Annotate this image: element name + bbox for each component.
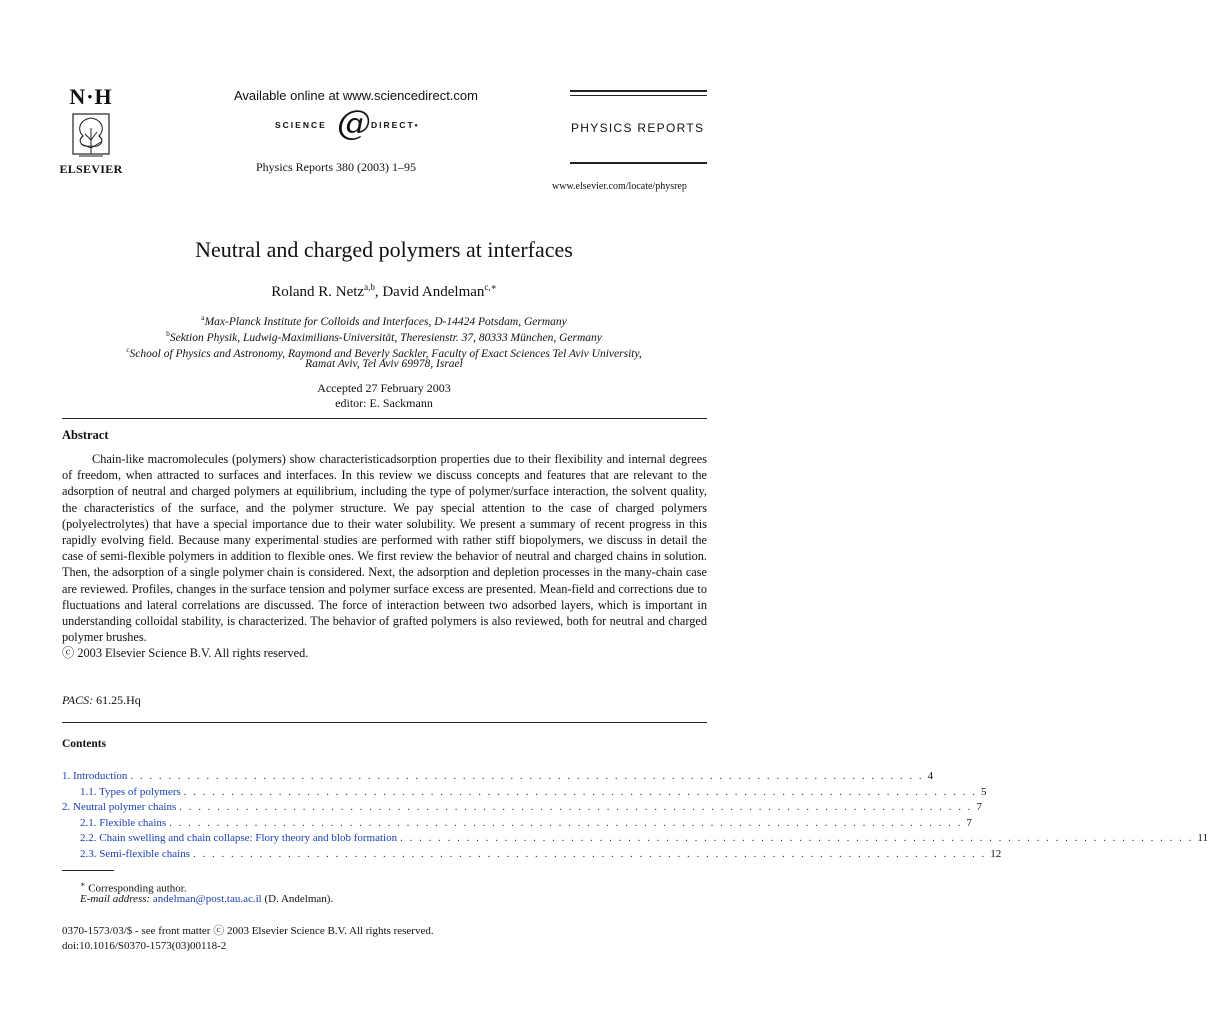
author-list [0, 282, 768, 301]
acceptance-info [0, 381, 768, 411]
journal-reference: Physics Reports 380 (2003) 1–95 [256, 160, 416, 174]
journal-rule-top-thin [570, 95, 707, 96]
toc-item[interactable] [62, 769, 934, 785]
pacs-label: PACS: [62, 693, 94, 707]
affiliation-mark: a [201, 313, 205, 322]
footnote-star: ∗ [80, 880, 86, 889]
toc-item[interactable] [62, 831, 1208, 847]
toc-link[interactable]: 2.2. Chain swelling and chain collapse: Flory theory and blob formation [80, 832, 398, 844]
sd-at-icon: @ [337, 103, 371, 143]
toc-link[interactable]: 2. Neutral polymer chains [62, 801, 177, 813]
toc-page: 12 [990, 847, 1002, 860]
footnote-rule [62, 870, 114, 871]
editor-line: editor: E. Sackmann [335, 396, 433, 410]
author-separator: , [374, 284, 383, 300]
sd-left-text: SCIENCE [275, 120, 327, 130]
journal-rule-bottom [570, 162, 707, 164]
affiliation-c-cont [60, 357, 708, 373]
divider-top [62, 418, 707, 419]
contents-heading: Contents [62, 738, 107, 750]
sd-right-text: DIRECT• [371, 120, 420, 130]
toc-leader: . . . . . . . . . . . . . . . . . . . . . . . . . . . . . . . . . . . . . . . . . . . . . . . . . . . . . . . . . . . . . . . . . . . . . . . . . . . . . . . . . . . . [183, 785, 978, 798]
toc-link[interactable]: 1. Introduction [62, 770, 128, 782]
toc-page: 4 [927, 770, 934, 782]
pacs-value: 61.25.Hq [96, 693, 141, 707]
journal-rule-top [570, 90, 707, 92]
publisher-logo [52, 86, 130, 177]
toc-leader: . . . . . . . . . . . . . . . . . . . . . . . . . . . . . . . . . . . . . . . . . . . . . . . . . . . . . . . . . . . . . . . . . . . . . . . . . . . . . . . . . . . . [179, 801, 973, 813]
journal-title: PHYSICS REPORTS [571, 121, 705, 135]
accepted-date: Accepted 27 February 2003 [317, 381, 451, 395]
author-netz: Roland R. Netz [271, 284, 365, 300]
toc-item[interactable] [62, 785, 987, 801]
author-andelman: David Andelman [382, 284, 485, 300]
author-netz-sup: a,b [364, 282, 375, 292]
toc-page: 11 [1197, 832, 1208, 844]
affiliation-mark: b [166, 329, 170, 338]
toc-page: 7 [976, 801, 982, 813]
abstract-text: Chain-like macromolecules (polymers) show characteristicadsorption properties due to their flexibility and internal degrees of freedom, when attracted to surfaces and interfaces. In this review we discuss concepts and features that are relevant to the adsorption of neutral and charged polymers at equilibrium, including the type of polymer/surface interaction, the solvent quality, the characteristics of the surface, and the polymer structure. We pay special attention to the case of charged polymers (polyelectrolytes) that have a special importance due to their water solubility. We present a summary of recent progress in this rapidly evolving field. Because many experimental studies are performed with rather stiff biopolymers, we discuss in detail the case of semi-flexible polymers in addition to flexible ones. We first review the behavior of neutral and charged chains in solution. Then, the adsorption of a single polymer chain is considered. Next, the adsorption and depletion processes in the many-chain case are reviewed. Profiles, changes in the surface tension and polymer surface excess are presented. Mean-field and corrections due to fluctuations and lateral correlations are discussed. The force of interaction between two adsorbed layers, which is important in understanding colloidal stability, is characterized. The behavior of grafted polymers is also reviewed, both for neutral and charged polymer brushes. [62, 452, 707, 645]
divider-middle [62, 722, 707, 723]
toc-page: 7 [966, 816, 972, 829]
affiliation-mark: c [126, 345, 130, 354]
publisher-mark: N·H [69, 84, 113, 109]
toc-item[interactable] [62, 847, 1002, 863]
pacs-line [62, 693, 141, 708]
article-title: Neutral and charged polymers at interfaces [195, 237, 573, 262]
toc-leader: . . . . . . . . . . . . . . . . . . . . . . . . . . . . . . . . . . . . . . . . . . . . . . . . . . . . . . . . . . . . . . . . . . . . . . . . . . . . . . . . . . . . [169, 816, 963, 829]
email-suffix: (D. Andelman). [261, 893, 334, 905]
journal-url[interactable]: www.elsevier.com/locate/physrep [552, 181, 687, 192]
issn-line: 0370-1573/03/$ - see front matter ⓒ 2003 Elsevier Science B.V. All rights reserved. [62, 925, 434, 937]
publisher-name: ELSEVIER [59, 162, 123, 176]
available-online: Available online at www.sciencedirect.com [234, 88, 478, 103]
email-link[interactable]: andelman@post.tau.ac.il [152, 893, 262, 905]
corresponding-author: Corresponding author. [88, 882, 187, 895]
toc-link[interactable]: 2.1. Flexible chains [80, 816, 167, 829]
sciencedirect-logo [275, 103, 435, 143]
affiliation-text: Max-Planck Institute for Colloids and Interfaces, D-14424 Potsdam, Germany [204, 315, 567, 328]
affiliation-text: Sektion Physik, Ludwig-Maximilians-Universität, Theresienstr. 37, 80333 München, Germany [169, 331, 602, 344]
email-label: E-mail address: [80, 893, 151, 905]
toc-leader: . . . . . . . . . . . . . . . . . . . . . . . . . . . . . . . . . . . . . . . . . . . . . . . . . . . . . . . . . . . . . . . . . . . . . . . . . . . . . . . . . . . . [130, 770, 924, 782]
elsevier-tree-icon [67, 110, 115, 160]
doi-line: doi:10.1016/S0370-1573(03)00118-2 [62, 940, 227, 952]
affiliation-text: Ramat Aviv, Tel Aviv 69978, Israel [305, 358, 463, 370]
abstract-body [62, 451, 707, 662]
author-andelman-sup: c,∗ [484, 282, 497, 292]
affiliation-text: School of Physics and Astronomy, Raymond and Beverly Sackler, Faculty of Exact Sciences Tel Aviv University, [129, 347, 642, 360]
toc-leader: . . . . . . . . . . . . . . . . . . . . . . . . . . . . . . . . . . . . . . . . . . . . . . . . . . . . . . . . . . . . . . . . . . . . . . . . . . . . . . . . . . . . [400, 832, 1194, 844]
abstract-heading: Abstract [62, 428, 109, 442]
toc-link[interactable]: 1.1. Types of polymers [80, 785, 181, 798]
table-of-contents [62, 769, 1208, 862]
abstract-copyright: ⓒ 2003 Elsevier Science B.V. All rights reserved. [62, 646, 309, 661]
footnote-email [80, 892, 333, 907]
toc-item[interactable] [62, 800, 982, 816]
toc-page: 5 [981, 785, 987, 798]
toc-item[interactable] [62, 816, 972, 832]
toc-link[interactable]: 2.3. Semi-flexible chains [80, 847, 190, 860]
toc-leader: . . . . . . . . . . . . . . . . . . . . . . . . . . . . . . . . . . . . . . . . . . . . . . . . . . . . . . . . . . . . . . . . . . . . . . . . . . . . . . . . . . . . [192, 847, 987, 860]
